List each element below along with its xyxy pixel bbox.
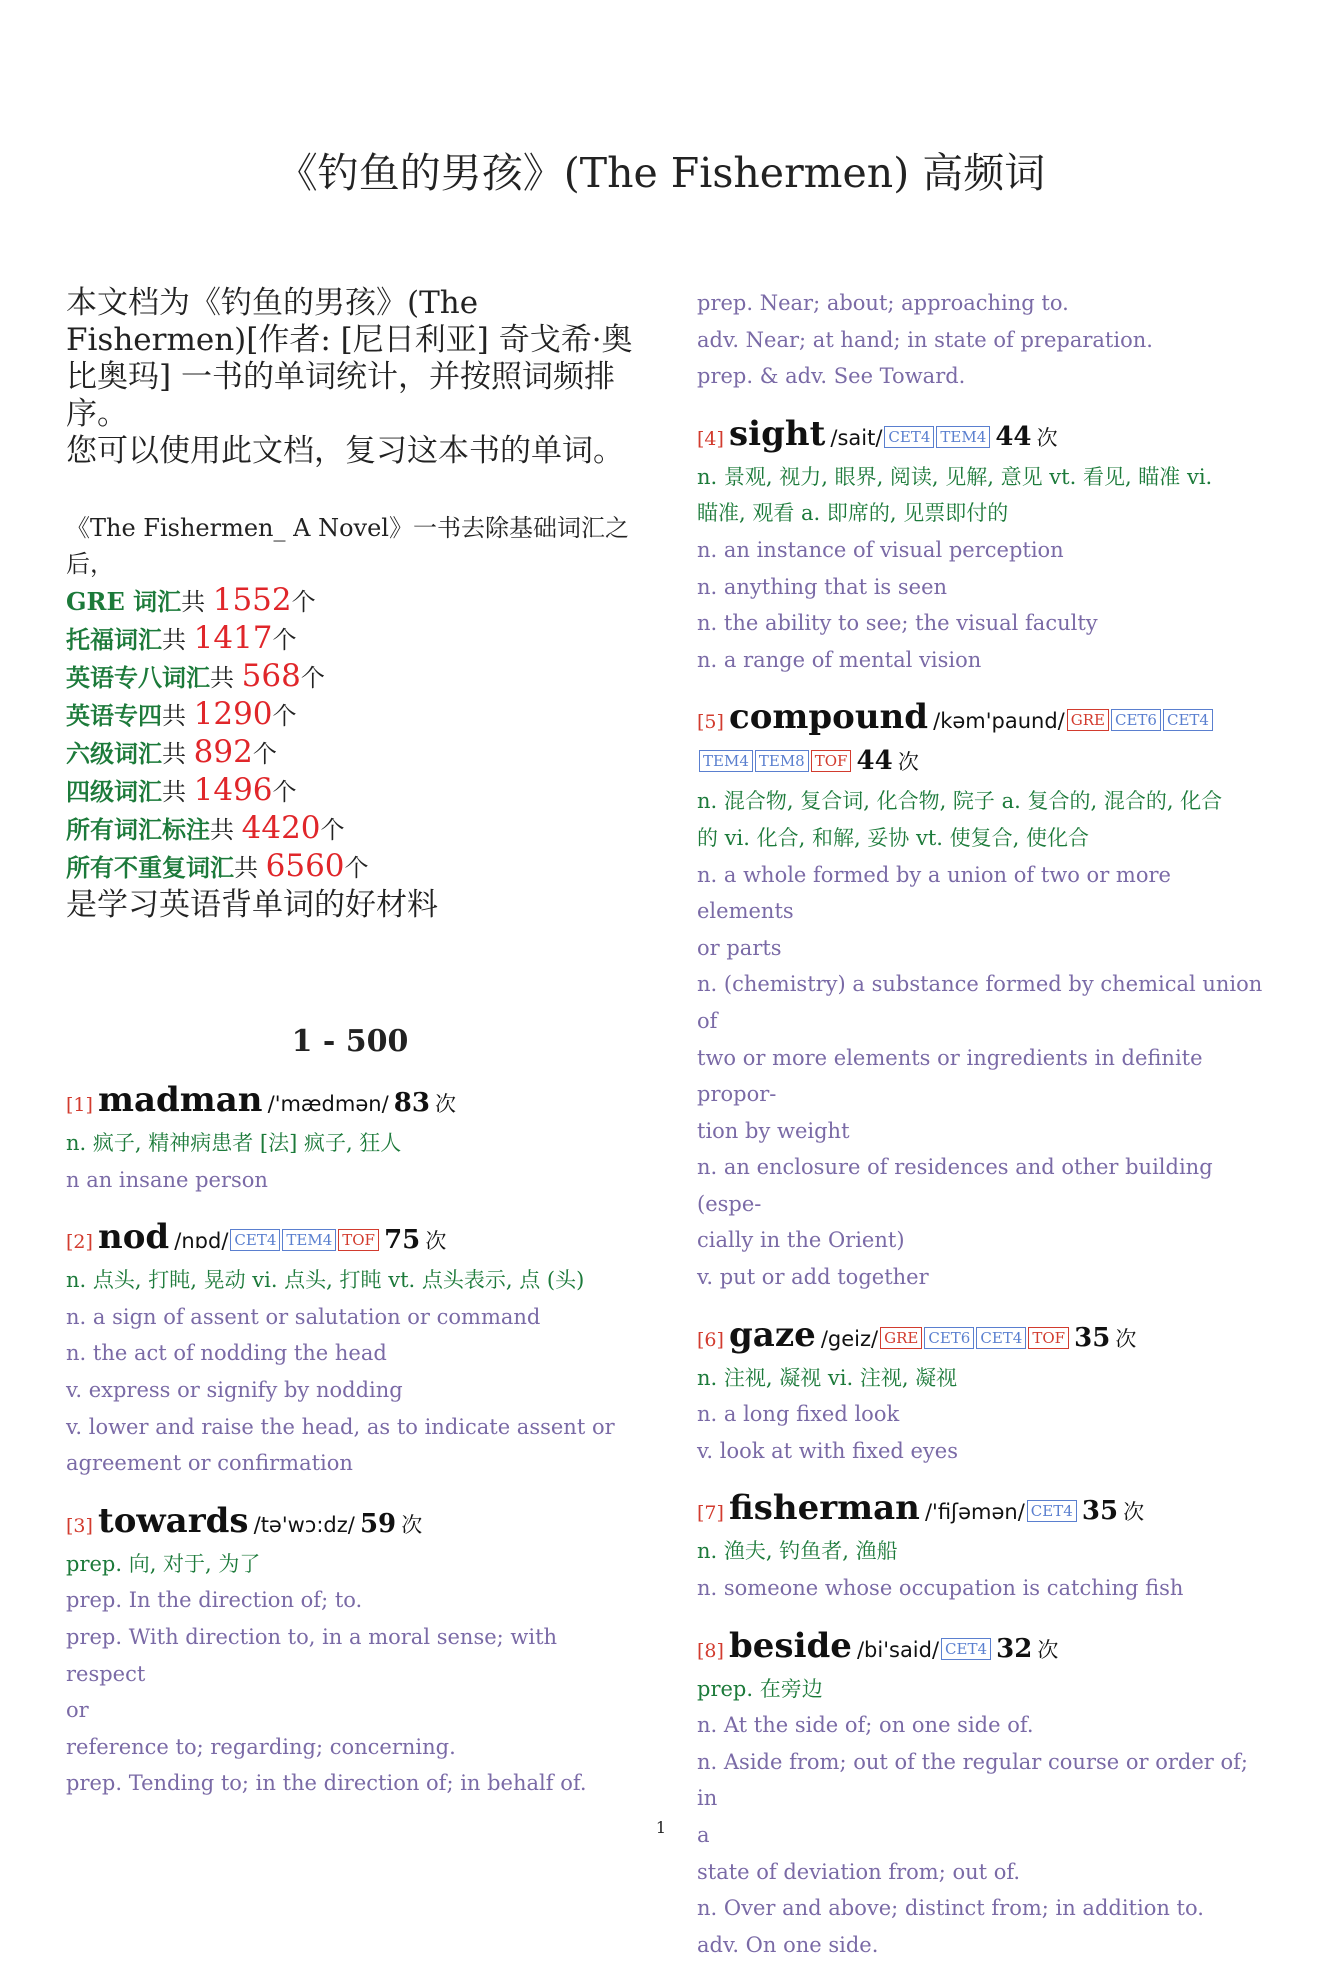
headword: madman [98,1080,263,1120]
headword: sight [729,413,826,454]
frequency: 35 [1074,1322,1111,1353]
entry-index: [2] [66,1231,93,1254]
phonetic: /bi'said/ [856,1637,940,1662]
phonetic: /tə'wɔ:dz/ [253,1512,355,1537]
stat-mid: 共 [210,816,242,844]
word-entry [66,1218,634,1482]
stat-mid: 共 [162,740,194,768]
stats-end: 是学习英语背单词的好材料 [66,887,438,923]
word-line [66,1502,634,1546]
exam-tag: TOF [338,1229,379,1251]
english-definition: n an insane person [66,1167,268,1192]
stat-unit: 个 [291,588,316,616]
stat-unit: 个 [344,854,369,882]
stat-mid: 共 [162,626,194,654]
stat-row [66,582,634,620]
word-entry [697,1316,1267,1470]
english-definition: prep. & adv. See Toward. [697,364,966,389]
word-entry [697,1489,1267,1606]
english-definition: n. a long fixed look [697,1402,900,1427]
word-line [697,1316,1267,1360]
stat-unit: 个 [272,626,297,654]
phonetic: /nɒd/ [174,1229,229,1254]
section-heading: 1 - 500 [291,1024,409,1059]
english-definition: tion by weight [697,1118,850,1143]
phonetic: /'fiʃəmən/ [924,1500,1025,1525]
chinese-definition: 的 vi. 化合, 和解, 妥协 vt. 使复合, 使化合 [697,825,1089,850]
english-definition: a [697,1823,710,1847]
stat-label: 托福词汇 [66,625,162,654]
english-definition: n. the ability to see; the visual faculty [697,611,1098,636]
frequency: 59 [359,1508,397,1539]
chinese-definition: n. 混合物, 复合词, 化合物, 院子 a. 复合的, 混合的, 化合 [697,789,1223,814]
left-column [66,285,634,1822]
intro-text [66,285,634,470]
times-label: 次 [1037,1637,1059,1662]
times-label: 次 [1115,1326,1137,1351]
left-entries [66,1081,634,1802]
chinese-definition: n. 景观, 视力, 眼界, 阅读, 见解, 意见 vt. 看见, 瞄准 vi. [697,464,1213,489]
times-label: 次 [435,1092,457,1116]
english-definition: two or more elements or ingredients in definite propor- [697,1045,1203,1107]
stat-unit: 个 [272,702,297,730]
chinese-definition: n. 注视, 凝视 vi. 注视, 凝视 [697,1365,958,1390]
exam-tag: TEM8 [755,750,809,772]
page-title: 《钓鱼的男孩》(The Fishermen) 高频词 [276,149,1046,197]
exam-tag: CET4 [1027,1500,1077,1522]
stat-number: 6560 [265,848,345,884]
english-definition: or parts [697,935,782,960]
headword: beside [729,1625,852,1666]
word-line [66,1081,634,1125]
word-line [697,1489,1267,1533]
stats-lead: 《The Fishermen_ A Novel》一书去除基础词汇之后， [66,514,629,578]
stat-number: 892 [193,734,253,770]
english-definition: n. someone whose occupation is catching fish [697,1576,1184,1601]
phonetic: /'mædmən/ [267,1092,389,1116]
chinese-definition: n. 疯子, 精神病患者 [法] 疯子, 狂人 [66,1131,402,1155]
stat-label: 六级词汇 [66,739,162,768]
exam-tag: TOF [1028,1327,1069,1349]
stat-row [66,620,634,658]
english-definition: adv. Near; at hand; in state of preparation. [697,327,1153,352]
chinese-definition: n. 点头, 打盹, 晃动 vi. 点头, 打盹 vt. 点头表示, 点 (头) [66,1268,585,1293]
times-label: 次 [401,1512,423,1537]
page-number: 1 [655,1818,667,1837]
word-line [697,415,1267,459]
word-entry [697,415,1267,679]
english-definition: prep. Tending to; in the direction of; in behalf of. [66,1771,587,1796]
stat-label: 英语专八词汇 [66,663,210,692]
frequency: 32 [996,1633,1033,1664]
stat-mid: 共 [162,702,194,730]
phonetic: /geiz/ [820,1326,879,1351]
entry-index: [1] [66,1094,93,1116]
chinese-definition: n. 渔夫, 钓鱼者, 渔船 [697,1539,898,1564]
english-definition: adv. On one side. [697,1932,879,1957]
exam-tag: CET4 [976,1327,1026,1349]
times-label: 次 [897,750,919,775]
english-definition: n. the act of nodding the head [66,1341,387,1366]
exam-tag: CET4 [230,1229,280,1251]
word-entry [697,698,1267,1295]
stat-mid: 共 [210,664,242,692]
english-definition: n. At the side of; on one side of. [697,1713,1034,1738]
english-definition: reference to; regarding; concerning. [66,1734,456,1759]
exam-tag: TEM4 [699,750,753,772]
stat-number: 568 [241,658,301,694]
english-definition: n. (chemistry) a substance formed by chemical union of [697,972,1263,1033]
entry-index: [5] [697,711,724,734]
headword: compound [729,697,929,738]
times-label: 次 [1036,425,1058,450]
phonetic: /sait/ [830,425,883,450]
english-definition: v. put or add together [697,1265,929,1290]
english-definition: n. Aside from; out of the regular course or order of; in [697,1749,1248,1811]
stat-mid: 共 [181,588,213,616]
english-definition: prep. With direction to, in a moral sense; with respect [66,1624,558,1686]
frequency: 75 [384,1225,421,1256]
chinese-definition: 瞄准, 观看 a. 即席的, 见票即付的 [697,501,1009,526]
stat-number: 1417 [193,620,273,656]
english-definition: v. look at with fixed eyes [697,1438,958,1463]
exam-tag: CET4 [884,426,934,448]
headword: nod [98,1217,170,1258]
exam-tag: CET6 [1111,709,1161,731]
english-definition: v. lower and raise the head, as to indicate assent or [66,1414,615,1439]
exam-tag: CET6 [924,1327,974,1349]
english-definition: state of deviation from; out of. [697,1859,1021,1884]
word-entry [697,1627,1267,1964]
english-definition: prep. Near; about; approaching to. [697,291,1069,315]
english-definition: cially in the Orient) [697,1228,905,1253]
stat-row [66,772,634,810]
exam-tag: TEM4 [936,426,990,448]
english-definition: v. express or signify by nodding [66,1377,403,1402]
stat-row [66,658,634,696]
exam-tag: CET4 [1163,709,1213,731]
entry-index: [4] [697,427,724,450]
right-column [697,285,1267,1983]
frequency: 44 [995,421,1032,452]
exam-tag: TOF [811,750,852,772]
english-definition: n. Over and above; distinct from; in addition to. [697,1896,1204,1921]
english-definition: n. an instance of visual perception [697,537,1064,562]
stat-label: 英语专四 [66,701,162,730]
stat-label: 所有不重复词汇 [66,853,234,882]
entry-index: [3] [66,1514,93,1537]
stat-unit: 个 [320,816,345,844]
stat-unit: 个 [252,740,277,768]
word-line [697,1627,1267,1671]
headword: towards [98,1500,249,1541]
stat-label: GRE 词汇 [66,587,182,616]
chinese-definition: prep. 向, 对于, 为了 [66,1551,261,1576]
times-label: 次 [425,1229,447,1254]
stat-number: 1496 [193,772,273,808]
word-entry [66,1502,634,1802]
english-definition: n. a whole formed by a union of two or more elements [697,862,1171,924]
entry-index: [8] [697,1639,724,1662]
stat-row [66,696,634,734]
english-definition: n. a range of mental vision [697,647,982,672]
frequency: 35 [1081,1496,1119,1527]
entry-index: [6] [697,1328,724,1351]
entry-index: [7] [697,1502,724,1525]
headword: gaze [729,1314,816,1355]
english-definition: n. anything that is seen [697,574,948,599]
phonetic: /kəm'paund/ [933,709,1065,734]
word-line [697,698,1267,783]
frequency: 44 [856,746,893,777]
times-label: 次 [1123,1500,1145,1525]
word-line [66,1218,634,1262]
english-definition: n. an enclosure of residences and other building (espe- [697,1155,1213,1216]
headword: fisherman [729,1488,920,1529]
english-definition: or [66,1698,89,1723]
entry-continuation [697,285,1267,395]
chinese-definition: prep. 在旁边 [697,1676,823,1701]
stat-row [66,810,634,848]
stat-mid: 共 [234,854,266,882]
stat-mid: 共 [162,778,194,806]
stat-row [66,848,634,886]
word-entry [66,1081,634,1198]
stat-label: 四级词汇 [66,777,162,806]
exam-tag: TEM4 [282,1229,336,1251]
frequency: 83 [393,1088,430,1118]
english-definition: n. a sign of assent or salutation or command [66,1304,541,1329]
english-definition: prep. In the direction of; to. [66,1588,363,1613]
stat-label: 所有词汇标注 [66,815,210,844]
english-definition: agreement or confirmation [66,1451,353,1476]
intro-line-1: 本文档为《钓鱼的男孩》(The Fishermen)[作者: [尼日利亚] 奇戈希·奥比奥玛] 一书的单词统计，并按照词频排序。 [66,285,633,432]
intro-line-2: 您可以使用此文档，复习这本书的单词。 [66,433,624,469]
exam-tag: GRE [1067,709,1109,731]
stat-unit: 个 [272,778,297,806]
stats-list [66,582,634,886]
right-entries [697,285,1267,1963]
stat-number: 1290 [193,696,273,732]
exam-tag: GRE [880,1327,922,1349]
stat-unit: 个 [300,664,325,692]
exam-tag: CET4 [941,1638,991,1660]
stat-row [66,734,634,772]
stat-number: 1552 [212,582,292,618]
stat-number: 4420 [241,810,321,846]
